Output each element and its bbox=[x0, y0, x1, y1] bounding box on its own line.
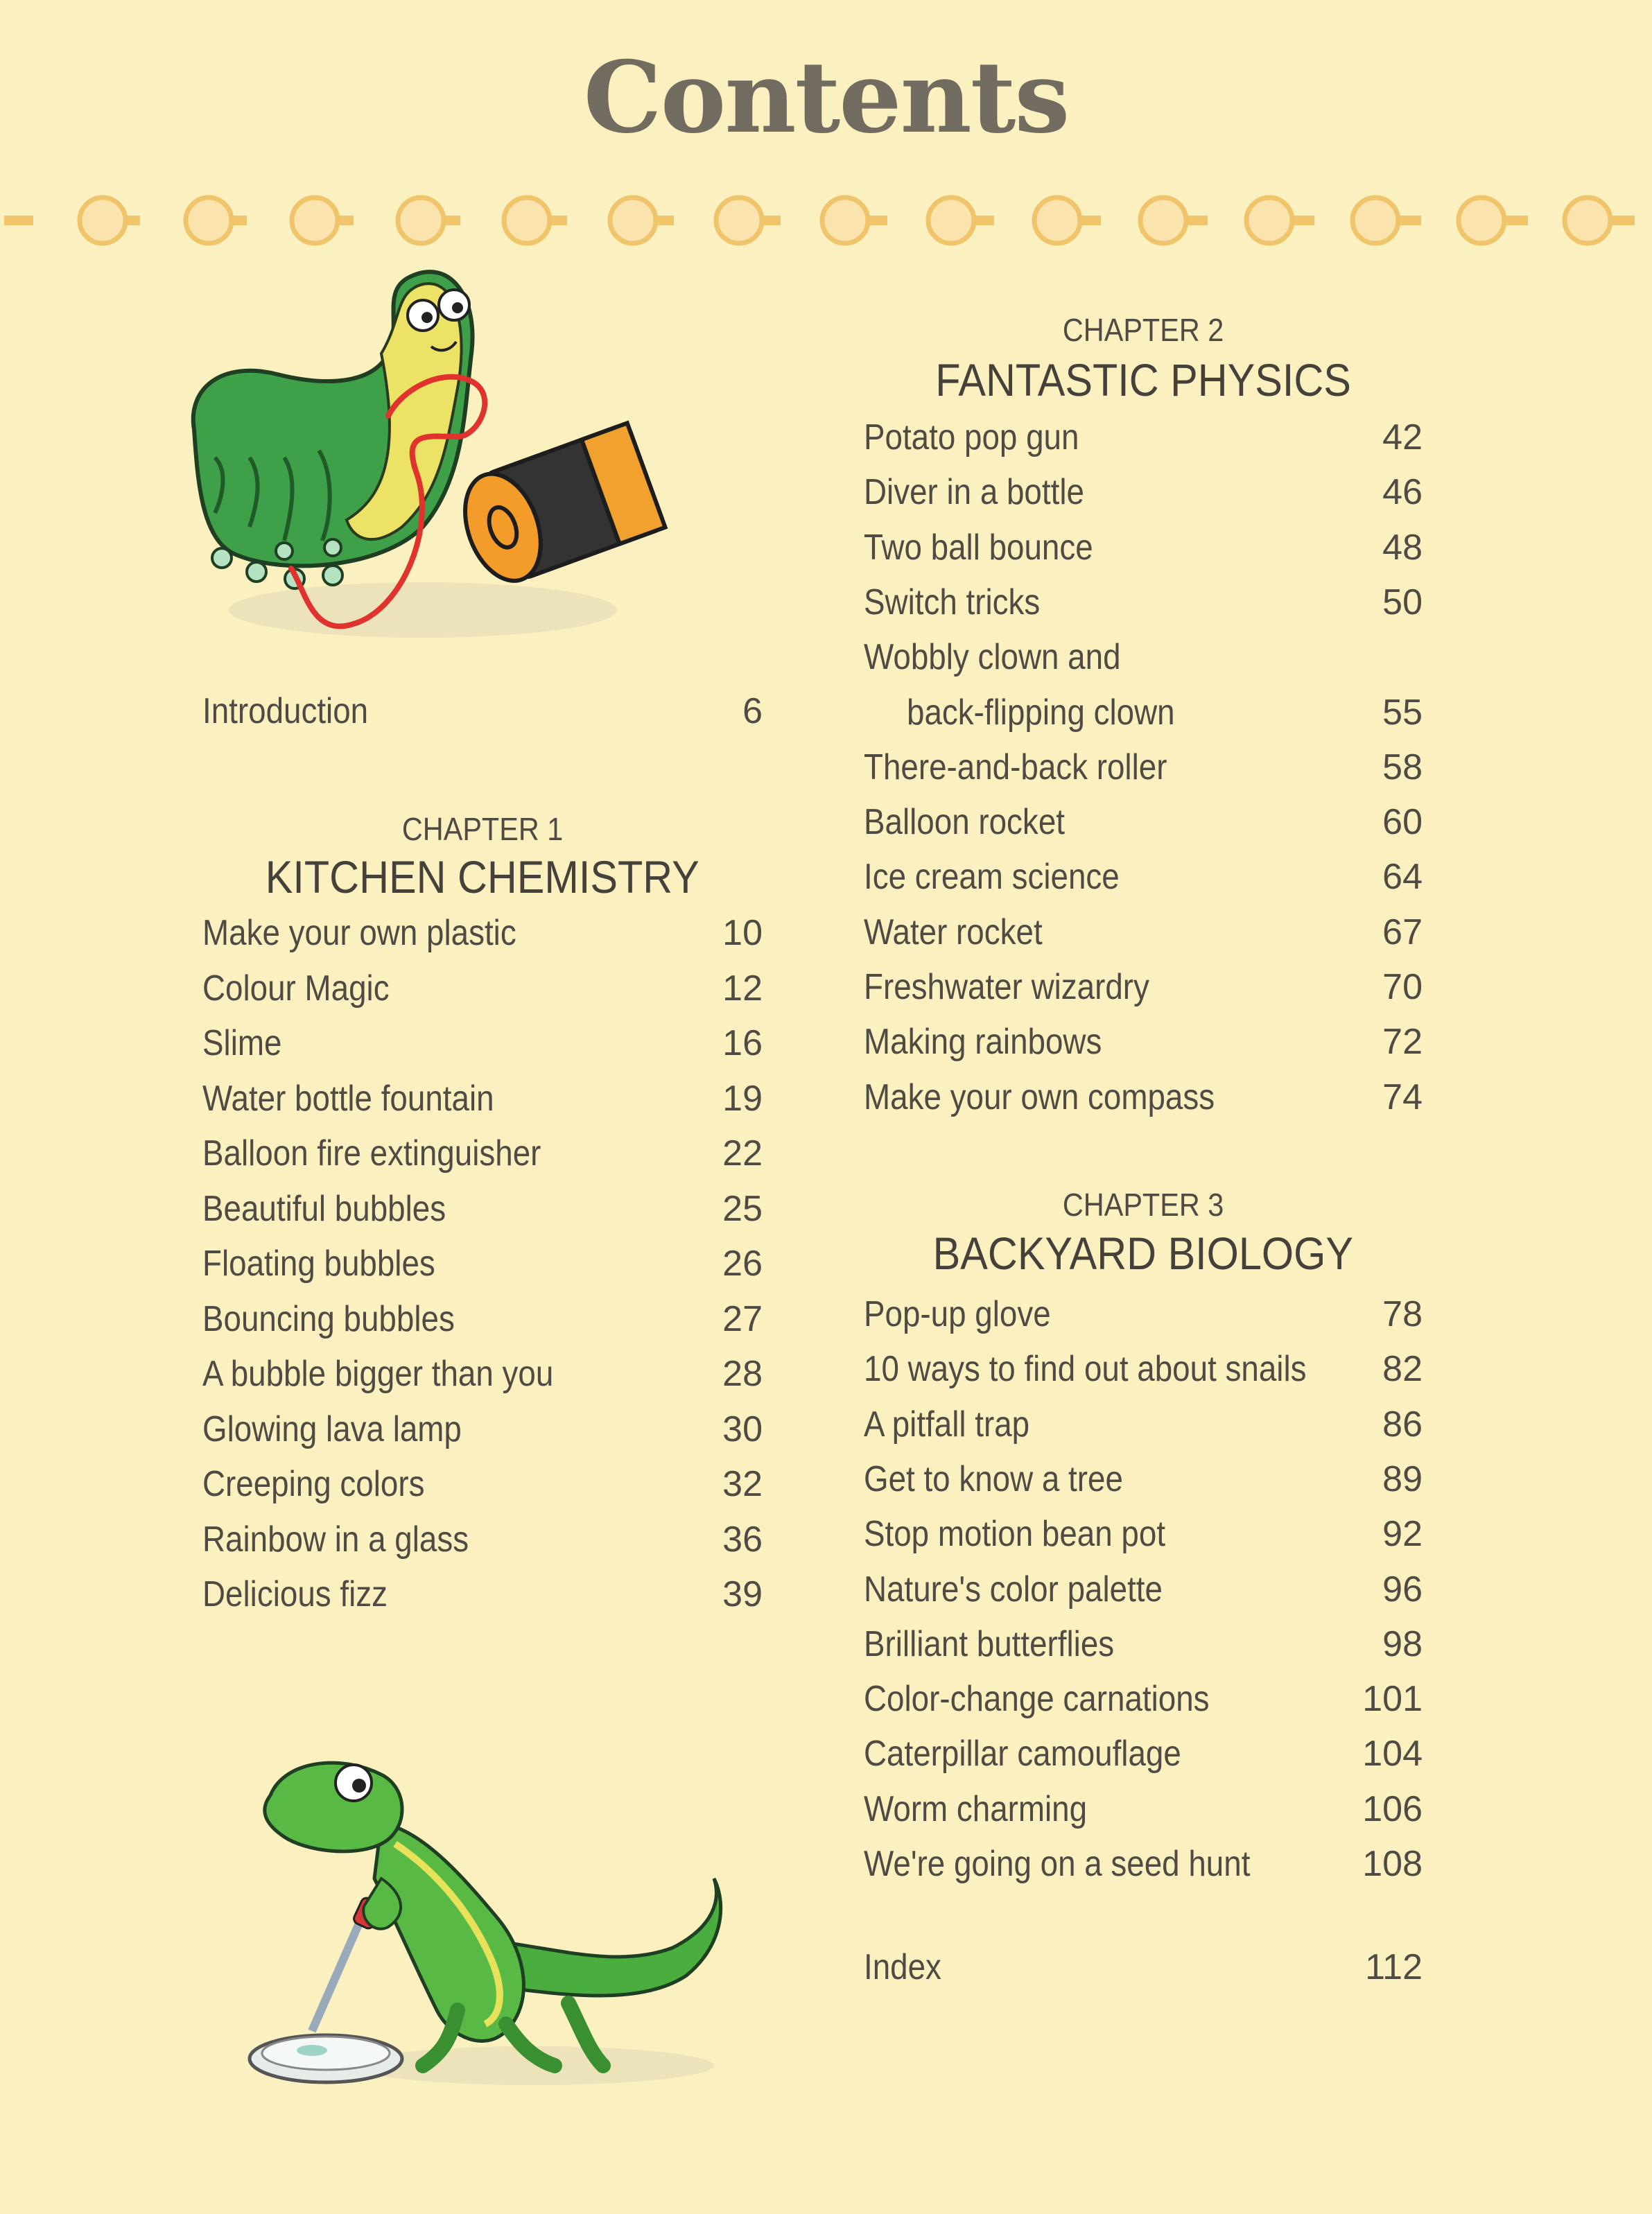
toc-entry-page: 92 bbox=[1382, 1514, 1423, 1555]
divider-dot bbox=[1353, 198, 1398, 243]
toc-entry[interactable] bbox=[202, 1074, 763, 1124]
toc-entry-page: 60 bbox=[1382, 802, 1423, 843]
toc-entry-page: 25 bbox=[722, 1188, 763, 1229]
toc-entry-title: Making rainbows bbox=[864, 1022, 1102, 1063]
toc-entry-title: Nature's color palette bbox=[864, 1569, 1163, 1610]
divider-dot bbox=[1034, 198, 1080, 243]
toc-entry-page: 112 bbox=[1365, 1947, 1423, 1987]
toc-entry-page: 50 bbox=[1382, 582, 1423, 622]
toc-entry-page: 6 bbox=[742, 691, 763, 731]
toc-entry[interactable] bbox=[864, 1784, 1423, 1834]
toc-right-column bbox=[864, 305, 1423, 2003]
toc-entry[interactable] bbox=[202, 1404, 763, 1454]
toc-entry-title: Index bbox=[864, 1947, 941, 1987]
toc-entry-title: Balloon fire extinguisher bbox=[202, 1133, 541, 1174]
toc-entry[interactable] bbox=[202, 908, 763, 958]
toc-entry-title: Bouncing bubbles bbox=[202, 1298, 455, 1339]
divider-dot bbox=[928, 198, 974, 243]
toc-entry-title: Brilliant butterflies bbox=[864, 1623, 1115, 1664]
divider-dot bbox=[1565, 198, 1610, 243]
toc-entry-index[interactable] bbox=[864, 1942, 1423, 1992]
toc-entry-page: 98 bbox=[1382, 1623, 1423, 1664]
toc-entry-page: 16 bbox=[722, 1023, 763, 1063]
toc-entry-page: 72 bbox=[1382, 1022, 1423, 1063]
toc-entry-title: Get to know a tree bbox=[864, 1458, 1123, 1499]
toc-entry[interactable] bbox=[864, 467, 1423, 517]
toc-entry-title: Water bottle fountain bbox=[202, 1078, 494, 1119]
toc-entry[interactable] bbox=[864, 1289, 1423, 1339]
toc-left-column bbox=[202, 686, 763, 1657]
toc-entry-title: Slime bbox=[202, 1023, 282, 1063]
toc-entry[interactable] bbox=[202, 964, 763, 1013]
toc-entry-title: back-flipping clown bbox=[907, 692, 1175, 733]
toc-entry-page: 32 bbox=[722, 1464, 763, 1504]
toc-entry-title: Ice cream science bbox=[864, 857, 1120, 898]
toc-entry-title: Freshwater wizardry bbox=[864, 967, 1149, 1007]
toc-entry-title: Diver in a bottle bbox=[864, 472, 1084, 513]
toc-entry-title: A bubble bigger than you bbox=[202, 1354, 554, 1394]
toc-entry[interactable] bbox=[202, 1459, 763, 1509]
toc-entry-introduction[interactable] bbox=[202, 686, 763, 736]
toc-entry-page: 70 bbox=[1382, 967, 1423, 1007]
toc-entry[interactable] bbox=[864, 1454, 1423, 1504]
toc-entry[interactable] bbox=[864, 632, 1423, 682]
toc-entry-title: A pitfall trap bbox=[864, 1404, 1030, 1445]
chapter-2-title: FANTASTIC PHYSICS bbox=[935, 354, 1351, 406]
toc-entry[interactable] bbox=[864, 907, 1423, 957]
toc-entry-title: Pop-up glove bbox=[864, 1294, 1051, 1334]
toc-entry-title: Wobbly clown and bbox=[864, 637, 1121, 678]
toc-entry-page: 26 bbox=[722, 1244, 763, 1284]
toc-entry-title: Worm charming bbox=[864, 1788, 1088, 1829]
toc-entry-title: Caterpillar camouflage bbox=[864, 1734, 1181, 1775]
toc-entry-page: 108 bbox=[1362, 1844, 1423, 1884]
toc-entry-page: 82 bbox=[1382, 1349, 1423, 1390]
toc-entry[interactable] bbox=[864, 1564, 1423, 1614]
toc-entry-page: 96 bbox=[1382, 1569, 1423, 1610]
toc-entry-page: 39 bbox=[722, 1574, 763, 1614]
toc-entry-page: 101 bbox=[1362, 1679, 1423, 1720]
chapter-1-label: CHAPTER 1 bbox=[401, 811, 564, 847]
toc-entry-title: Potato pop gun bbox=[864, 417, 1079, 457]
toc-entry[interactable] bbox=[864, 412, 1423, 462]
toc-entry-title: Delicious fizz bbox=[202, 1574, 388, 1614]
chapter-1-title: KITCHEN CHEMISTRY bbox=[266, 851, 699, 903]
toc-entry-title: Water rocket bbox=[864, 912, 1043, 952]
toc-entry-page: 64 bbox=[1382, 857, 1423, 898]
toc-entry-page: 86 bbox=[1382, 1404, 1423, 1445]
toc-entry[interactable] bbox=[864, 1619, 1423, 1669]
toc-entry-title: Stop motion bean pot bbox=[864, 1514, 1166, 1555]
toc-entry-page: 55 bbox=[1382, 692, 1423, 733]
toc-entry-page: 58 bbox=[1382, 747, 1423, 787]
toc-entry[interactable] bbox=[864, 1072, 1423, 1122]
toc-entry-page: 27 bbox=[722, 1298, 763, 1339]
toc-entry-page: 106 bbox=[1362, 1788, 1423, 1829]
toc-entry-page: 74 bbox=[1382, 1077, 1423, 1117]
chapter-3-title: BACKYARD BIOLOGY bbox=[932, 1228, 1354, 1279]
toc-entry-title: Beautiful bubbles bbox=[202, 1188, 446, 1229]
divider-dot bbox=[610, 198, 656, 243]
divider-dot bbox=[186, 198, 232, 243]
divider-dot bbox=[716, 198, 762, 243]
toc-entry[interactable] bbox=[864, 688, 1423, 738]
toc-entry-page: 48 bbox=[1382, 527, 1423, 568]
toc-entry-page: 67 bbox=[1382, 912, 1423, 952]
toc-entry-page: 19 bbox=[722, 1078, 763, 1119]
toc-entry-page: 42 bbox=[1382, 417, 1423, 457]
toc-entry[interactable] bbox=[864, 852, 1423, 902]
toc-entry-title: Floating bubbles bbox=[202, 1244, 435, 1284]
toc-entry[interactable] bbox=[202, 1239, 763, 1289]
toc-entry-page: 36 bbox=[722, 1519, 763, 1560]
toc-entry-title: Color-change carnations bbox=[864, 1679, 1210, 1720]
divider-dot bbox=[822, 198, 868, 243]
toc-entry-title: Switch tricks bbox=[864, 582, 1041, 622]
toc-entry-title: Two ball bounce bbox=[864, 527, 1093, 568]
toc-entry-title: 10 ways to find out about snails bbox=[864, 1349, 1307, 1390]
toc-entry-page: 30 bbox=[722, 1409, 763, 1449]
divider-dot bbox=[1140, 198, 1186, 243]
toc-entry[interactable] bbox=[202, 1128, 763, 1178]
toc-entry[interactable] bbox=[864, 1509, 1423, 1559]
toc-entry-page: 78 bbox=[1382, 1294, 1423, 1334]
toc-entry[interactable] bbox=[202, 1515, 763, 1564]
toc-entry[interactable] bbox=[864, 577, 1423, 627]
toc-entry-title: Introduction bbox=[202, 691, 369, 731]
toc-entry-title: Glowing lava lamp bbox=[202, 1409, 462, 1449]
toc-entry[interactable] bbox=[202, 1569, 763, 1619]
toc-entry-page: 12 bbox=[722, 968, 763, 1009]
toc-entry[interactable] bbox=[202, 1018, 763, 1068]
chapter-3-entries bbox=[864, 1289, 1423, 1884]
toc-entry-page: 89 bbox=[1382, 1458, 1423, 1499]
lizard-illustration bbox=[243, 1740, 742, 2114]
toc-entry-page: 22 bbox=[722, 1133, 763, 1174]
divider-dot bbox=[80, 198, 125, 243]
toc-entry-page: 28 bbox=[722, 1354, 763, 1394]
toc-entry-title: Make your own plastic bbox=[202, 913, 516, 953]
chapter-2-entries bbox=[864, 412, 1423, 1117]
caterpillar-illustration bbox=[173, 250, 714, 665]
toc-entry-title: We're going on a seed hunt bbox=[864, 1844, 1251, 1884]
divider-dot bbox=[1246, 198, 1292, 243]
toc-entry-title: Creeping colors bbox=[202, 1464, 425, 1504]
divider-dot bbox=[504, 198, 550, 243]
chapter-3-label: CHAPTER 3 bbox=[1062, 1187, 1224, 1223]
toc-entry[interactable] bbox=[864, 797, 1423, 847]
toc-entry[interactable] bbox=[864, 1017, 1423, 1067]
toc-entry[interactable] bbox=[864, 742, 1423, 792]
divider-dot bbox=[1459, 198, 1504, 243]
toc-entry[interactable] bbox=[202, 1294, 763, 1344]
chapter-1-entries bbox=[202, 908, 763, 1614]
chapter-2-label: CHAPTER 2 bbox=[1062, 312, 1224, 348]
toc-entry[interactable] bbox=[864, 1674, 1423, 1724]
toc-entry[interactable] bbox=[202, 1349, 763, 1399]
divider-dot bbox=[398, 198, 444, 243]
toc-entry-title: Rainbow in a glass bbox=[202, 1519, 469, 1560]
toc-entry-title: Colour Magic bbox=[202, 968, 390, 1009]
divider-dot bbox=[292, 198, 338, 243]
toc-entry[interactable] bbox=[202, 1184, 763, 1234]
toc-entry[interactable] bbox=[864, 523, 1423, 573]
toc-entry-page: 46 bbox=[1382, 472, 1423, 513]
toc-entry-page: 104 bbox=[1362, 1734, 1423, 1775]
toc-entry[interactable] bbox=[864, 1729, 1423, 1779]
toc-entry-title: Make your own compass bbox=[864, 1077, 1215, 1117]
toc-entry-page: 10 bbox=[722, 913, 763, 953]
toc-entry[interactable] bbox=[864, 1400, 1423, 1449]
toc-entry[interactable] bbox=[864, 1839, 1423, 1889]
page-title: Contents bbox=[583, 40, 1069, 155]
toc-entry[interactable] bbox=[864, 962, 1423, 1012]
toc-entry-title: Balloon rocket bbox=[864, 802, 1065, 843]
toc-entry[interactable] bbox=[864, 1344, 1423, 1394]
toc-entry-title: There-and-back roller bbox=[864, 747, 1167, 787]
